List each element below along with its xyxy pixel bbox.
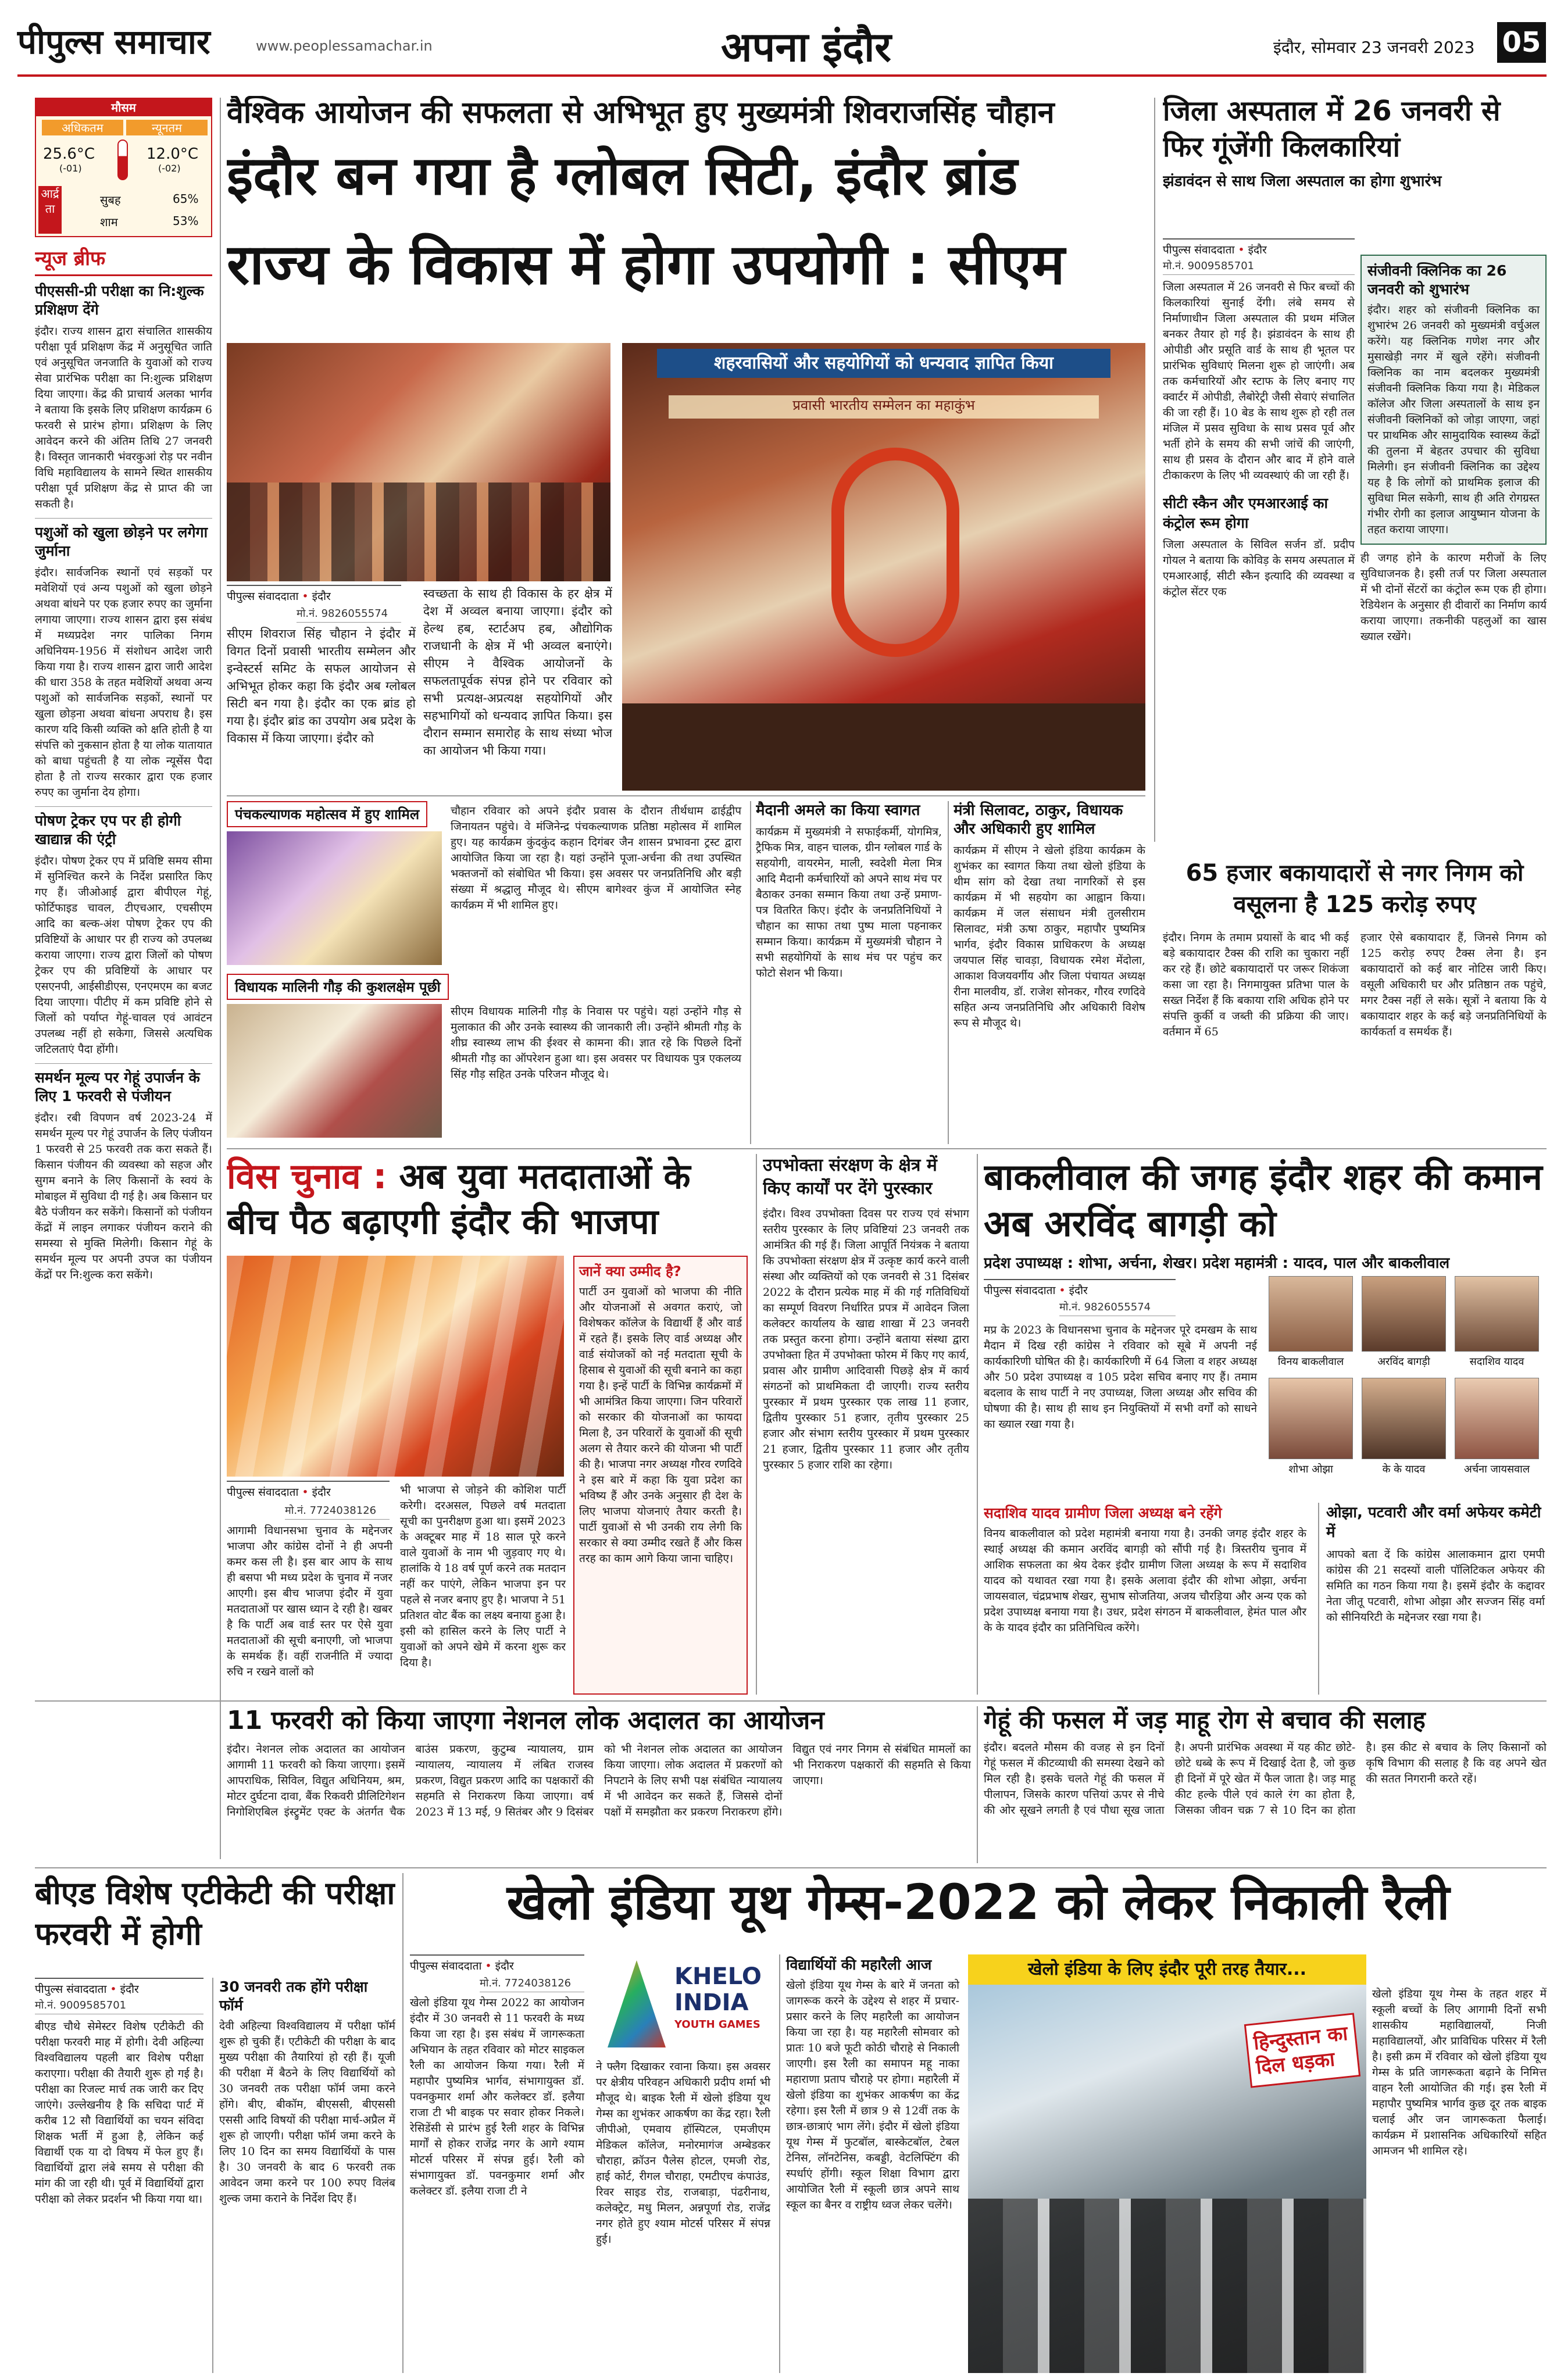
brief-head: पीएससी-प्री परीक्षा का नि:शुल्क प्रशिक्षण देंगे — [35, 283, 204, 318]
event-photo — [227, 831, 442, 965]
sanjivani-text-2: ही जगह होने के कारण मरीजों के लिए सुविधाजनक है। इसी तर्ज पर जिला अस्पताल में भी दोनों सेंटरों का कंट्रोल रूम एक ही होगा। रेडियेशन के अनुसार ही दीवारों का निर्माण कार्य कराया जाएगा। तकनीकी पहलुओं का खास ख्याल रखेंगे। — [1360, 552, 1547, 643]
event-malini — [227, 974, 744, 1142]
affairs-head: ओझा, पटवारी और वर्मा अफेयर कमेटी में — [1326, 1504, 1541, 1541]
bed-box-head: 30 जनवरी तक होंगे परीक्षा फॉर्म — [219, 1978, 368, 2014]
brief-item-2 — [35, 518, 212, 801]
lok-adalat-headline: 11 फरवरी को किया जाएगा नेशनल लोक अदालत का आयोजन — [227, 1706, 824, 1735]
lead-photo-right — [622, 343, 1145, 791]
humidity-label: आर्द्रता — [38, 186, 62, 234]
event-panchkalyanak — [227, 801, 744, 970]
hospital-byline — [1163, 238, 1355, 257]
lok-adalat-text: इंदौर। नेशनल लोक अदालत का आयोजन आगामी 11 फरवरी को किया जाएगा। इसमें आपराधिक, सिविल, विद्युत अधिनियम, श्रम, मोटर दुर्घटना दावा, बैंक रिकवरी प्रीलिटिगेशन निगोशिएबिल इंस्ट्रुमेंट एक्ट के अंतर्गत चैक बाउंस प्रकरण, कुटुम्ब न्यायालय, ग्राम न्यायालय, न्यायालय में लंबित राजस्व प्रकरण, विद्युत प्रकरण आदि का पक्षकारों की सहमति से निराकरण किया जाएगा। वर्ष 2023 में 13 मई, 9 सितंबर और 9 दिसंबर को भी नेशनल लोक अदालत का आयोजन किया जाएगा। लोक अदालत में प्रकरणों को निपटाने के लिए सभी पक्ष संबंधित न्यायालय में भी आवेदन कर सकते हैं, जिससे दोनों पक्षों में समझौता कर प्रकरण निराकरण होंगे। विद्युत एवं नगर निगम से संबंधित मामलों का भी निराकरण पक्षकारों की सहमति से किया जाएगा। — [227, 1742, 971, 1818]
election-headline-text: अब युवा मतदाताओं के बीच पैठ बढ़ाएगी इंदौर की भाजपा — [227, 1156, 691, 1242]
consumer-text: इंदौर। विश्व उपभोक्ता दिवस पर राज्य एवं संभाग स्तरीय पुरस्कार के लिए प्रविष्टियां 23 जनवरी तक आमंत्रित की गई हैं। जिला आपूर्ति नियंत्रक ने बताया कि उपभोक्ता संरक्षण क्षेत्र में उत्कृष्ट कार्य करने वाली संस्था और व्यक्तियों को एक जनवरी से 31 दिसंबर 2022 के दौरान प्रत्येक माह में की गई गतिविधियों का सम्पूर्ण विवरण निर्धारित प्रपत्र में आवेदन जिला कलेक्टर कार्यालय के खाद्य शाखा में 23 जनवरी तक प्रस्तुत करना होगा। उन्होंने बताया संस्था द्वारा उपभोक्ता हित में उपभोक्ता फोरम में किए गए कार्य, प्रवास और ग्रामीण आदिवासी पिछड़े क्षेत्र में कार्य संगठनों को प्राथमिकता दी जाएगी। राज्य स्तरीय पुरस्कार में प्रथम पुरस्कार एक लाख 11 हजार, द्वितीय पुरस्कार 51 हजार, तृतीय पुरस्कार 25 हजार और संभाग स्तरीय पुरस्कार में प्रथम पुरस्कार 21 हजार, द्वितीय पुरस्कार 11 हजार और तृतीय पुरस्कार 5 हजार राशि का रहेगा। — [763, 1207, 969, 1471]
brief-head: पशुओं को खुला छोड़ने पर लगेगा जुर्माना — [35, 524, 208, 559]
thermometer-icon — [117, 140, 128, 180]
lead-col-2: स्वच्छता के साथ ही विकास के हर क्षेत्र में देश में अव्वल बनाया जाएगा। इंदौर को हेल्थ हब, स्टार्टअप हब, औद्योगिक राजधानी के क्षेत्र में भी अव्वल बनाएंगे। सीएम ने वैश्विक आयोजनों के सफलतापूर्वक संपन्न होने पर रविवार को सभी प्रत्यक्ष-अप्रत्यक्ष सहयोगियों और सहभागियों को धन्यवाद ज्ञापित किया। इस दौरान सम्मान समारोह के साथ संध्या भोज का आयोजन भी किया गया। — [423, 587, 612, 757]
bed-byline — [35, 1978, 203, 1996]
brief-text: इंदौर। सार्वजनिक स्थानों एवं सड़कों पर मवेशियों एवं अन्य पशुओं को खुला छोड़ने अथवा बांधने पर एक हजार रुपए का जुर्माना लगाया जाएगा। राज्य शासन द्वारा इस संबंध में मध्यप्रदेश नगर पालिका निगम अधिनियम-1956 में संशोधन आदेश जारी किया गया है। राज्य शासन द्वारा जारी आदेश की धारा 358 के तहत मवेशियों अथवा अन्य पशुओं को सार्वजनिक सड़कों, स्थानों पर खुला छोड़ना अथवा बांधना अपराध है। इस कारण यदि किसी व्यक्ति को क्षति होती है या संपत्ति को नुकसान होता है या लोक यातायात को बाधा पहुंचती है या लोक न्यूसेंस पैदा होता है तो राज्य सरकार द्वारा एक हजार रुपए का जुर्माना देय होगा। — [35, 566, 212, 799]
byline-dot-icon: • — [485, 1960, 495, 1972]
bakliwal-text: मप्र के 2023 के विधानसभा चुनाव के मद्देनजर पूरे दमखम के साथ मैदान में दिख रही कांग्रेस ने रविवार को सूबे में अपनी नई कार्यकारिणी घोषित की है। कार्यकारिणी में 64 जिला व शहर अध्यक्ष और 50 प्रदेश उपाध्यक्ष व 105 प्रदेश सचिव बनाए गए हैं। तमाम बदलाव के साथ पार्टी ने नए उपाध्यक्ष, जिला अध्यक्ष और सचिव की घोषणा की है। साथ ही साथ इन नियुक्तियों में सभी वर्गों को साधने का ख्याल रखा गया है। — [984, 1324, 1257, 1431]
bakliwal-text-2: विनय बाकलीवाल को प्रदेश महामंत्री बनाया गया है। उनकी जगह इंदौर शहर के स्थाई अध्यक्ष की कमान अरविंद बागड़ी को सौंपी गई है। त्रिस्तरीय चुनाव में आशिक सफलता का श्रेय देकर इंदौर ग्रामीण जिला अध्यक्ष के रूप में सदाशिव यादव को यथावत रखा गया है। इसके अलावा इंदौर की शोभा ओझा, अर्चना जायसवाल, चंद्रप्रभाष शेखर, सुभाष सोजतिया, अजय चौरड़िया और अन्य एक को प्रदेश उपाध्यक्ष बनाया गया है। उधर, प्रदेश संगठन में बाकलीवाल, हेमंत पाल और के के यादव इंदौर का प्रतिनिधित्व करेंगे। — [984, 1527, 1306, 1634]
avatar-name: विनय बाकलीवाल — [1277, 1356, 1344, 1368]
affairs-box — [1318, 1503, 1545, 1695]
election-box-text: पार्टी उन युवाओं को भाजपा की नीति और योजनाओं से अवगत कराएं, जो विशेषकर कॉलेज के विद्यार्थी हैं और वार्ड में रहते हैं। इसके लिए वार्ड अध्यक्ष और वार्ड संयोजकों को नई मतदाता सूची के हिसाब से युवाओं की सूची बनाने का कहा गया है। इन्हें पार्टी के विभिन्न कार्यक्रमों में भी आमंत्रित किया जाएगा। जिन परिवारों को सरकार की योजनाओं का फायदा मिला है, उन परिवारों के युवाओं की सूची अलग से तैयार करने की योजना भी पार्टी की है। भाजपा नगर अध्यक्ष गौरव रणदिवे ने इस बारे में कहा कि युवा प्रदेश का भविष्य हैं और उनके अनुसार ही देश के लिए भाजपा योजनाएं तैयार करती है। पार्टी युवाओं से भी उनकी राय लेगी कि सरकार से क्या उम्मीद रखते हैं और किस तरह का काम आगे किया जाना चाहिए। — [579, 1285, 742, 1565]
avatar-name: शोभा ओझा — [1288, 1463, 1333, 1475]
bakliwal-headline: बाकलीवाल की जगह इंदौर शहर की कमान अब अरविंद बागड़ी को — [984, 1156, 1542, 1245]
election-mobile: मो.नं. 7724038126 — [285, 1502, 390, 1520]
election-label: विस चुनाव : — [227, 1156, 387, 1197]
avatar — [1362, 1378, 1446, 1459]
column-rule — [750, 801, 751, 1144]
hospital-story — [1163, 93, 1547, 855]
news-brief-title: न्यूज ब्रीफ — [35, 244, 212, 276]
lead-byline — [227, 585, 401, 603]
wheat-headline: गेहूं की फसल में जड़ माहू रोग से बचाव की सलाह — [984, 1706, 1426, 1734]
lok-adalat-story — [227, 1706, 971, 1863]
event-head: मंत्री सिलावट, ठाकुर, विधायक और अधिकारी हुए शामिल — [954, 802, 1123, 838]
bakliwal-byline — [984, 1279, 1176, 1298]
byline-dot-icon: • — [110, 1983, 120, 1996]
lead-headline-2 — [227, 233, 1145, 308]
masthead-rule — [17, 74, 1547, 77]
bed-mobile: मो.नं. 9009585701 — [35, 1996, 203, 2014]
bed-left — [35, 1978, 203, 2373]
bakliwal-mobile: मो.नं. 9826055574 — [1059, 1298, 1176, 1316]
column-rule — [756, 1154, 757, 1695]
election-col-2: भी भाजपा से जोड़ने की कोशिश पार्टी करेगी। दरअसल, पिछले वर्ष मतदाता सूची का पुनरीक्षण हुआ था। इसमें 2023 के अक्टूबर माह में 18 साल पूरे करने वाले युवाओं के नाम भी जुड़वाए गए थे। हालांकि ये 18 वर्ष पूर्ण करने तक मतदान नहीं कर पाएंगे, लेकिन भाजपा इन पर पहले से नजर बनाए हुए है। भाजपा ने 51 प्रतिशत वोट बैंक का लक्ष्य बनाया हुआ है। इसी को हासिल करने के लिए पार्टी ने युवाओं को अपने खेमे में करना शुरू कर दिया है। — [400, 1484, 566, 1669]
hospital-left — [1163, 238, 1355, 600]
sanjivani-text: इंदौर। शहर को संजीवनी क्लिनिक का शुभारंभ 26 जनवरी को मुख्यमंत्री वर्चुअल करेंगे। यह क्लिनिक गणेश नगर और मुसाखेड़ी नगर में खुले रहेंगे। संजीवनी क्लिनिक का नाम बदलकर मुख्यमंत्री संजीवनी क्लिनिक किया गया है। मेडिकल कॉलेज और जिला अस्पतालों के साथ इन संजीवनी क्लिनिकों को जोड़ा जाएगा, जहां पर प्राथमिक और सामुदायिक स्वास्थ्य केंद्रों की तुलना में बेहतर उपचार की सुविधा मिलेगी। इन संजीवनी क्लिनिक का उद्देश्य यह है कि लोगों को प्राथमिक इलाज की सुविधा मिल सकेगी, साथ ही अति रोगग्रस्त गंभीर रोगी का इलाज आयुष्मान योजना के तहत कराया जाएगा। — [1367, 303, 1540, 536]
weather-min-value: 12.0°C — [147, 145, 199, 163]
sanjivani-box — [1360, 255, 1547, 853]
event-photo — [227, 1004, 442, 1138]
dues-headline: 65 हजार बकायादारों से नगर निगम को वसूलना है 125 करोड़ रुपए — [1185, 860, 1524, 918]
khelo-logo-word-1: KHELO — [674, 1963, 762, 1990]
event-text: चौहान रविवार को अपने इंदौर प्रवास के दौरान तीर्थधाम ढाईद्वीप जिनायतन पहुंचे। वे मंजिनेन्द्र पंचकल्याणक प्रतिष्ठा महोत्सव में शामिल हुए। यह कार्यक्रम कुंदकुंद कहान दिगंबर जैन शासन प्रभावना ट्रस्ट द्वारा आयोजित किया जा रहा है। यहां उन्होंने पूजा-अर्चना की तथा उपस्थित भक्तजनों को संबोधित भी किया। इस अवसर पर जनप्रतिनिधि और बड़ी संख्या में श्रद्धालु मौजूद थे। सीएम बागेश्वर कुंज में आयोजित स्नेह कार्यक्रम में भी शामिल हुए। — [451, 805, 741, 912]
hospital-text: जिला अस्पताल में 26 जनवरी से फिर बच्चों की किलकारियां सुनाई देंगी। लंबे समय से निर्माणाधीन जिला अस्पताल की प्रथम मंजिल बनकर तैयार हो गई है। झंडावंदन के साथ ही ओपीडी और प्रसूति वार्ड के साथ ही भूतल पर प्रारंभिक सुविधाएं मिलना शुरू हो जाएंगी। अब तक कर्मचारियों और स्टाफ के लिए बनाए गए क्वार्टर में ओपीडी, लैबोरेट्री जैसी सेवाएं संचालित की जा रही हैं। 10 बेड के साथ शुरू हो रही तल मंजिल में प्रसव सुविधा के साथ प्रसव पूर्व और भर्ती होने के समय की सभी जांचें की जाएंगी, साथ ही प्रसव के दौरान और बाद में होने वाले टीकाकरण के लिए भी व्यवस्थाएं की जा रही हैं। — [1163, 281, 1355, 482]
election-col-1: आगामी विधानसभा चुनाव के मद्देनजर भाजपा और कांग्रेस दोनों ने ही अपनी कमर कस ली है। इस बार आप के साथ ही बसपा भी मध्य प्रदेश के चुनाव में नजर आएगी। इस बीच भाजपा इंदौर में युवा मतदाताओं पर खास ध्यान दे रही है। खबर है कि पार्टी अब वार्ड स्तर पर ऐसे युवा मतदाताओं की सूची बनाएगी, जो भाजपा के समर्थक हैं। वहीं राजनीति में ज्यादा रुचि न रखने वालों को — [227, 1524, 392, 1678]
byline-city: इंदौर — [495, 1960, 514, 1972]
page-number: 05 — [1497, 22, 1546, 63]
weather-min-label: न्यूनतम — [126, 120, 208, 135]
khelo-headline: खेलो इंडिया यूथ गेम्स-2022 को लेकर निकाली रैली — [506, 1874, 1450, 1931]
khelo-mobile: मो.नं. 7724038126 — [480, 1974, 584, 1992]
dues-story — [1163, 857, 1547, 1145]
hospital-headline: जिला अस्पताल में 26 जनवरी से फिर गूंजेंगी किलकारियां — [1163, 95, 1501, 163]
byline-city: इंदौर — [312, 590, 331, 603]
byline-city: इंदौर — [1248, 244, 1267, 256]
lead-mobile: मो.नं. 9826055574 — [297, 605, 401, 623]
brief-text: इंदौर। पोषण ट्रेकर एप में प्रविष्टि समय सीमा में सुनिश्चित करने के निर्देश प्रसारित किए गए हैं। जीओआई द्वारा बीपीएल गेहूं, फोर्टिफाइड चावल, टीएचआर, एचसीएम आदि का बल्क-अंश पोषण ट्रेकर एप की प्रविष्टियों के आधार पर ही राज्य को उपलब्ध कराया जाएगा। राज्य द्वारा जिलों को पोषण ट्रेकर एप की प्रविष्टियों के आधार पर एसएनपी, आईसीडीएस, एनएमएम का बजट दिया जाएगा। पीटीए में कम प्रविष्टि होने से जिलों को पर्याप्त गेहूं-चावल एवं आवंटन उपलब्ध नहीं हो सकेगा, जिससे अत्यधिक जटिलताएं पैदा होंगी। — [35, 855, 212, 1056]
byline-name: पीपुल्स संवाददाता — [1163, 244, 1235, 256]
khelo-box-text: खेलो इंडिया यूथ गेम्स के बारे में जनता को जागरूक करने के उद्देश्य से शहर में प्रचार-प्रसार करने के लिए महारैली का आयोजन किया जा रहा है। यह महारैली सोमवार को प्रातः 10 बजे फूटी कोठी चौराहे से निकाली जाएगी। इस रैली का समापन महू नाका महाराणा प्रताप चौराहे पर होगा। महारैली में खेलो इंडिया का शुभंकर आकर्षण का केंद्र रहेगा। इस रैली में छात्र 9 से 12वीं तक के छात्र-छात्राएं भाग लेंगे। इंदौर में खेलो इंडिया यूथ गेम्स में फुटबॉल, बास्केटबॉल, टेबल टेनिस, लॉनटेनिस, कबड्डी, वेटलिफ्टिंग की स्पर्धाएं होंगी। स्कूल शिक्षा विभाग द्वारा आयोजित रैली में स्कूली छात्र अपने साथ स्कूल का बैनर व राष्ट्रीय ध्वज लेकर चलेंगे। — [786, 1979, 959, 2211]
column-rule — [977, 1154, 978, 1695]
lead-kicker — [227, 96, 1145, 140]
event-text: सीएम विधायक मालिनी गौड़ के निवास पर पहुंचे। यहां उन्होंने गौड़ से मुलाकात की और उनके स्वास्थ्य की जानकारी ली। उन्होंने श्रीमती गौड़ के शीघ्र स्वास्थ्य लाभ की ईश्वर से कामना की। ज्ञात रहे कि पिछले दिनों श्रीमती गौड़ का ऑपरेशन हुआ था। इस अवसर पर विधायक पुत्र एकलव्य सिंह गौड़ सहित उनके परिजन मौजूद थे। — [451, 1005, 741, 1081]
avatar — [1455, 1378, 1539, 1459]
bakliwal-subhead: प्रदेश उपाध्यक्ष : शोभा, अर्चना, शेखर। प्रदेश महामंत्री : यादव, पाल और बाकलीवाल — [984, 1255, 1450, 1272]
election-story — [227, 1154, 750, 1695]
avatar — [1362, 1276, 1446, 1352]
column-rule — [402, 1873, 403, 2373]
weather-max-delta: (-01) — [59, 163, 82, 174]
humidity-evening-value: 53% — [173, 214, 199, 228]
sanjivani-head: संजीवनी क्लिनिक का 26 जनवरी को शुभारंभ — [1367, 262, 1507, 298]
lead-photo-banner: शहरवासियों और सहयोगियों को धन्यवाद ज्ञापित किया — [657, 349, 1110, 378]
avatar-name: अरविंद बागड़ी — [1377, 1356, 1430, 1368]
weather-max-value: 25.6°C — [43, 145, 95, 163]
hospital-subhead: झंडावंदन से साथ जिला अस्पताल का होगा शुभारंभ — [1163, 173, 1442, 190]
khelo-rally-box — [779, 1954, 959, 2373]
column-rule — [1154, 98, 1155, 842]
bed-box-text: देवी अहिल्या विश्वविद्यालय में परीक्षा फॉर्म शुरू हो चुकी हैं। एटीकेटी की परीक्षा के बाद मुख्य परीक्षा की तैयारियां हो रही हैं। यूजी की परीक्षा में बैठने के लिए विद्यार्थियों को 30 जनवरी तक परीक्षा फॉर्म जमा करने होंगे। बीए, बीकॉम, बीएससी, बीएससी एससी आदि विषयों की परीक्षा मार्च-अप्रैल में शुरू हो जाएगी। परीक्षा फॉर्म जमा करने के लिए 10 दिन का समय विद्यार्थियों के पास है। 30 जनवरी के बाद 6 फरवरी तक आवेदन जमा करने पर 100 रुपए विलंब शुल्क जमा कराने के निर्देश दिए हैं। — [219, 2020, 395, 2205]
event-text: कार्यक्रम में मुख्यमंत्री ने सफाईकर्मी, योगमित्र, ट्रैफिक मित्र, वाहन चालक, ग्रीन ग्लोबल गार्ड के सहयोगी, वायरमेन, माली, स्वदेशी मेला मित्र आदि मैदानी कर्मचारियों को अपने साथ मंच पर बैठाकर उनका सम्मान किया तथा उन्हें प्रमाण-पत्र वितरित किए। इंदौर के जनप्रतिनिधियों ने चौहान का साफा तथा पुष्प माला पहनाकर सम्मान किया। कार्यक्रम में मुख्यमंत्री चौहान ने सभी सहयोगियों के साथ मंच पर पहुंच कर फोटो सेशन भी किया। — [756, 826, 942, 980]
brief-text: इंदौर। राज्य शासन द्वारा संचालित शासकीय परीक्षा पूर्व प्रशिक्षण केंद्र में अनुसूचित जाति एवं अनुसूचित जनजाति के युवाओं को राज्य सेवा प्रारंभिक परीक्षा का नि:शुल्क प्रशिक्षण दिया जाएगा। केंद्र की प्राचार्य अलका भार्गव ने बताया कि इसके लिए प्रशिक्षण कार्यक्रम 6 फरवरी से प्रारंभ होगा। प्रशिक्षण के लिए आवेदन करने की अंतिम तिथि 27 जनवरी है। विस्तृत जानकारी भंवरकुआं रोड़ पर नवीन विधि महाविद्यालय के सामने स्थित शासकीय परीक्षा पूर्व प्रशिक्षण केंद्र से प्राप्त की जा सकती है। — [35, 325, 212, 510]
election-photo — [227, 1256, 564, 1477]
khelo-col-1: खेलो इंडिया यूथ गेम्स 2022 का आयोजन इंदौर में 30 जनवरी से 11 फरवरी के मध्य किया जा रहा है। इस संबंध में जागरूकता अभियान के तहत रविवार को मोटर साइकल रैली का आयोजन किया गया। रैली में महापौर पुष्यमित्र भार्गव, संभागायुक्त डॉ. पवनकुमार शर्मा और कलेक्टर डॉ. इलैया राजा टी भी बाइक पर सवार होकर निकले। रेसिडेंसी से प्रारंभ हुई रैली शहर के विभिन्न मार्गों से होकर राजेंद्र नगर के आगे श्याम मोटर्स परिसर में संपन्न हुई। रैली को संभागायुक्त डॉ. पवनकुमार शर्मा और कलेक्टर डॉ. इलैया राजा टी ने — [410, 1996, 584, 2197]
consumer-story — [763, 1154, 969, 1695]
event-head: पंचकल्याणक महोत्सव में हुए शामिल — [227, 801, 427, 827]
avatar-name: के के यादव — [1382, 1463, 1426, 1475]
weather-box — [35, 98, 212, 237]
byline-dot-icon: • — [302, 590, 312, 603]
bed-story — [35, 1873, 395, 2373]
khelo-byline — [410, 1954, 584, 1973]
khelo-side-text: खेलो इंडिया यूथ गेम्स के तहत शहर में स्कूली बच्चों के लिए आगामी दिनों सभी शासकीय महाविद्यालयों, निजी महाविद्यालयों, और प्राविधिक परिसर में रैली है। इसी क्रम में रविवार को खेलो इंडिया यूथ गेम्स के प्रति जागरूकता बढ़ाने के निमित्त वाहन रैली आयोजित की गई। इस रैली में महापौर पुष्यमित्र भार्गव कुछ दूर तक बाइक चलाई और जन जागरूकता फैलाई। कार्यक्रम में प्रशासनिक अधिकारियों सहित आमजन भी शामिल रहे। — [1372, 1988, 1547, 2157]
crowd-illustration — [227, 483, 610, 581]
row-rule — [227, 1148, 1547, 1149]
hospital-mobile: मो.नं. 9009585701 — [1163, 257, 1355, 275]
byline-name: पीपुल्स संवाददाता — [227, 1486, 299, 1499]
khelo-logo — [596, 1954, 770, 2053]
lead-col-1: सीएम शिवराज सिंह चौहान ने इंदौर में विगत दिनों प्रवासी भारतीय सम्मेलन और इन्वेस्टर्स समिट के सफल आयोजन से अभिभूत होकर कहा कि इंदौर अब ग्लोबल सिटी बन गया है। इंदौर का एक ब्रांड हो गया है। इंदौर ब्रांड का उपयोग अब प्रदेश के विकास में किया जाएगा। इंदौर को — [227, 627, 416, 745]
bed-box — [212, 1978, 395, 2373]
row-rule — [35, 1700, 1547, 1702]
bed-headline: बीएड विशेष एटीकेटी की परीक्षा फरवरी में होगी — [35, 1875, 395, 1952]
brief-item-1 — [35, 282, 212, 512]
stage-illustration — [622, 703, 1145, 791]
dateline: इंदौर, सोमवार 23 जनवरी 2023 — [1273, 38, 1475, 57]
hospital-subhead-2: सीटी स्कैन और एमआरआई का कंट्रोल रूम होगा — [1163, 495, 1328, 531]
masthead-logo[interactable]: पीपुल्स समाचार — [17, 22, 210, 62]
brief-item-4 — [35, 1063, 212, 1283]
riders-illustration — [968, 2199, 1366, 2373]
backdrop-text: प्रवासी भारतीय सम्मेलन का महाकुंभ — [669, 395, 1099, 419]
election-box-head: जानें क्या उम्मीद है? — [579, 1263, 681, 1280]
event-text: कार्यक्रम में सीएम ने खेलो इंडिया कार्यक्रम के शुभंकर का स्वागत किया तथा खेलो इंडिया के थीम सांग को देखा तथा नागरिकों से इस कार्यक्रम में भी सहयोग का आह्वान किया। कार्यक्रम में जल संसाधन मंत्री तुलसीराम सिलावट, मंत्री ऊषा ठाकुर, महापौर पुष्यमित्र भार्गव, इंदौर विकास प्राधिकरण के अध्यक्ष जयपाल सिंह चावड़ा, विधायक रमेश मेंदोला, आकाश विजयवर्गीय और जिला पंचायत अध्यक्ष रीना मालवीय, डॉ. राजेश सोनकर, गौरव रणदिवे सहित अन्य जनप्रतिनिधि और अधिकारी विशेष रूप से मौजूद थे। — [954, 844, 1145, 1030]
flags-illustration — [227, 1256, 564, 1477]
khelo-story — [410, 1873, 1547, 2373]
avatar-name: सदाशिव यादव — [1469, 1356, 1524, 1368]
khelo-logo-icon — [608, 1960, 666, 2047]
khelo-photo — [968, 1954, 1366, 2373]
election-byline — [227, 1481, 390, 1499]
brief-item-3 — [35, 806, 212, 1057]
wheat-text: इंदौर। बदलते मौसम की वजह से इन दिनों गेहूं फसल में कीटव्याधी की समस्या देखने को मिल रही है। इसके चलते गेहूं की फसल में पीलापन, जिसके कारण पत्तियां ऊपर से नीचे की ओर सूखने लगती है एवं पौधा सूख जाता है। अपनी प्रारंभिक अवस्था में यह कीट छोटे-छोटे धब्बे के रूप में दिखाई देता है, जो कुछ ही दिनों में पूरे खेत में फैल जाता है। जड़ माहू कीट हल्के पीले एवं काले रंग का होता है, जिसका जीवन चक्र 7 से 10 दिन का होता है। इस कीट से बचाव के लिए किसानों को कृषि विभाग की सलाह है कि वह अपने खेत की सतत निगरानी करते रहें। — [984, 1741, 1547, 1817]
garland-illustration — [831, 448, 959, 657]
byline-name: पीपुल्स संवाददाता — [227, 590, 299, 603]
section-title: अपना इंदौर — [721, 23, 891, 71]
lead-kicker-text: वैश्विक आयोजन की सफलता से अभिभूत हुए मुख्यमंत्री शिवराजसिंह चौहान — [227, 96, 1055, 130]
lead-photo-left — [227, 343, 610, 581]
column-rule — [948, 801, 949, 1144]
avatar — [1455, 1276, 1539, 1352]
brief-text: इंदौर। रबी विपणन वर्ष 2023-24 में समर्थन मूल्य पर गेहूं उपार्जन के लिए पंजीयन 1 फरवरी से 25 फरवरी तक करा सकते हैं। किसान पंजीयन की व्यवस्था को सहज और सुगम बनाने के लिए किसानों के स्वयं के मोबाइल में सुविधा दी गई है। अब किसान घर बैठे पंजीयन कर सकेंगे। किसानों को पंजीयन केंद्रों में लाइन लगाकर पंजीयन कराने की समस्या से मुक्ति मिलेगी। किसान गेहूं के समर्थन मूल्य पर अपनी उपज का पंजीयन केंद्रों पर नि:शुल्क करा सकेंगे। — [35, 1112, 212, 1281]
news-brief-column — [35, 244, 212, 1860]
event-ministers — [954, 801, 1145, 1144]
avatar-name: अर्चना जायसवाल — [1463, 1463, 1530, 1475]
row-rule — [35, 1867, 1547, 1868]
bakliwal-sub2-block — [984, 1503, 1306, 1695]
khelo-box-head: विद्यार्थियों की महारैली आज — [786, 1956, 932, 1973]
hospital-text-2: जिला अस्पताल के सिविल सर्जन डॉ. प्रदीप गोयल ने बताया कि कोविड़ के समय अस्पताल में एमआरआई, सीटी स्कैन इत्यादि की व्यवस्था व कंट्रोल सेंटर एक — [1163, 538, 1355, 598]
khelo-col-2: ने फ्लैग दिखाकर रवाना किया। इस अवसर पर क्षेत्रीय परिवहन अधिकारी प्रदीप शर्मा भी मौजूद थे। बाइक रैली में खेलो इंडिया यूथ गेम्स का शुभंकर आकर्षण का केंद्र रहा। रैली जीपीओ, एमवाय हॉस्पिटल, एमजीएम मेडिकल कॉलेज, मनोरमागंज अम्बेडकर चौराहा, क्रॉउन पैलेस होटल, एमजी रोड, हाई कोर्ट, रीगल चौराहा, एमटीएच कंपाउंड, रिवर साइड रोड, राजबाड़ा, पंढरीनाथ, कलेक्ट्रेट, मधु मिलन, अन्नपूर्णा रोड, राजेंद्र नगर होते हुए श्याम मोटर्स परिसर में संपन्न हुई। — [596, 2060, 770, 2246]
byline-city: इंदौर — [120, 1983, 139, 1996]
byline-dot-icon: • — [1238, 244, 1248, 256]
column-rule — [220, 98, 221, 1859]
lead-headline-1-text: इंदौर बन गया है ग्लोबल सिटी, इंदौर ब्रांड — [227, 145, 1018, 207]
byline-dot-icon: • — [1059, 1284, 1069, 1297]
byline-city: इंदौर — [312, 1486, 331, 1499]
lead-headline-1 — [227, 145, 1145, 215]
byline-name: पीपुल्स संवाददाता — [410, 1960, 482, 1972]
bed-text: बीएड चौथे सेमेस्टर विशेष एटीकेटी की परीक्षा फरवरी माह में होगी। देवी अहिल्या विश्वविद्यालय पहली बार विशेष परीक्षा कराएगा। परीक्षा की तैयारी शुरू हो गई है। परीक्षा का रिजल्ट मार्च तक जारी कर दिए जाएंगे। उल्लेखनीय है कि सचिदा पार्ट में करीब 12 सौ विद्यार्थियों का चयन संविदा शिक्षक भर्ती में हुआ है, लेकिन कई विद्यार्थी एक या दो विषय में फेल हुए हैं। विद्यार्थियों द्वारा लंबे समय से परीक्षा की मांग की जा रही थी। पूर्व में विद्यार्थियों द्वारा परीक्षा को लेकर प्रदर्शन भी किया गया था। — [35, 2020, 203, 2206]
dues-text-2: हजार ऐसे बकायादार हैं, जिनसे निगम को 125 करोड़ रुपए टैक्स लेना है। इन बकायादारों को कई बार नोटिस जारी किए। वसूली अधिकारी घर और प्रतिष्ठान तक पहुंचे, मगर टैक्स नहीं ले सके। सूत्रों ने बताया कि ये बकायादार शहर के कई बड़े जनप्रतिनिधियों के कार्यकर्ता व समर्थक हैं। — [1360, 931, 1547, 1038]
bakliwal-story — [984, 1154, 1547, 1695]
column-rule — [977, 1706, 978, 1863]
masthead — [0, 0, 1557, 81]
event-head: विधायक मालिनी गौड़ की कुशलक्षेम पूछी — [227, 974, 449, 1000]
weather-min-delta: (-02) — [158, 163, 181, 174]
avatar — [1269, 1378, 1353, 1459]
khelo-logo-word-3: YOUTH GAMES — [674, 2018, 760, 2031]
election-headline — [227, 1154, 750, 1245]
dues-text-1: इंदौर। निगम के तमाम प्रयासों के बाद भी कई बड़े बकायादार टैक्स की राशि का चुकारा नहीं कर रहे हैं। छोटे बकायादारों पर जरूर शिकंजा कसा जा रहा है। निगमायुक्त प्रतिभा पाल के सख्त निर्देश हैं कि बकाया राशि अधिक होने पर संपत्ति कुर्की व जब्ती की प्रक्रिया की जाए। वर्तमान में 65 — [1163, 931, 1349, 1038]
byline-city: इंदौर — [1069, 1284, 1088, 1297]
byline-dot-icon: • — [302, 1486, 312, 1499]
masthead-website[interactable]: www.peoplessamachar.in — [256, 38, 433, 54]
humidity-morning-label: सुबह — [100, 193, 121, 207]
byline-name: पीपुल्स संवाददाता — [35, 1983, 107, 1996]
humidity-evening-label: शाम — [100, 215, 118, 229]
humidity-morning-value: 65% — [173, 192, 199, 206]
avatar — [1269, 1276, 1353, 1352]
khelo-logo-word-2: INDIA — [674, 1989, 749, 2016]
weather-max-label: अधिकतम — [42, 120, 123, 135]
consumer-headline: उपभोक्ता संरक्षण के क्षेत्र में किए कार्यों पर देंगे पुरस्कार — [763, 1155, 937, 1199]
wheat-story — [984, 1706, 1547, 1863]
event-maidani — [756, 801, 942, 1144]
bakliwal-subhead-2: सदाशिव यादव ग्रामीण जिला अध्यक्ष बने रहेंगे — [984, 1505, 1222, 1521]
byline-name: पीपुल्स संवाददाता — [984, 1284, 1056, 1297]
brief-head: पोषण ट्रेकर एप पर ही होगी खाद्यान्न की एंट्री — [35, 812, 181, 848]
weather-title: मौसम — [36, 99, 211, 116]
row-rule — [227, 795, 1145, 796]
khelo-photo-banner: खेलो इंडिया के लिए इंदौर पूरी तरह तैयार... — [968, 1954, 1366, 1985]
lead-headline-2-text: राज्य के विकास में होगा उपयोगी : सीएम — [227, 233, 1065, 297]
election-box — [573, 1256, 748, 1695]
affairs-text: आपको बता दें कि कांग्रेस आलाकमान द्वारा एमपी कांग्रेस की 21 सदस्यों वाली पॉलिटिकल अफेयर की समिति का गठन किया गया है। इसमें इंदौर के कद्दावर नेता जीतू पटवारी, शोभा ओझा और सज्जन सिंह वर्मा को सीनियरिटी के मद्देनजर रखा गया है। — [1326, 1548, 1545, 1624]
brief-head: समर्थन मूल्य पर गेहूं उपार्जन के लिए 1 फरवरी से पंजीयन — [35, 1069, 200, 1105]
khelo-photo-sign: हिन्दुस्तान का दिल धड़का — [1244, 2013, 1360, 2088]
event-head: मैदानी अमले का किया स्वागत — [756, 802, 920, 819]
